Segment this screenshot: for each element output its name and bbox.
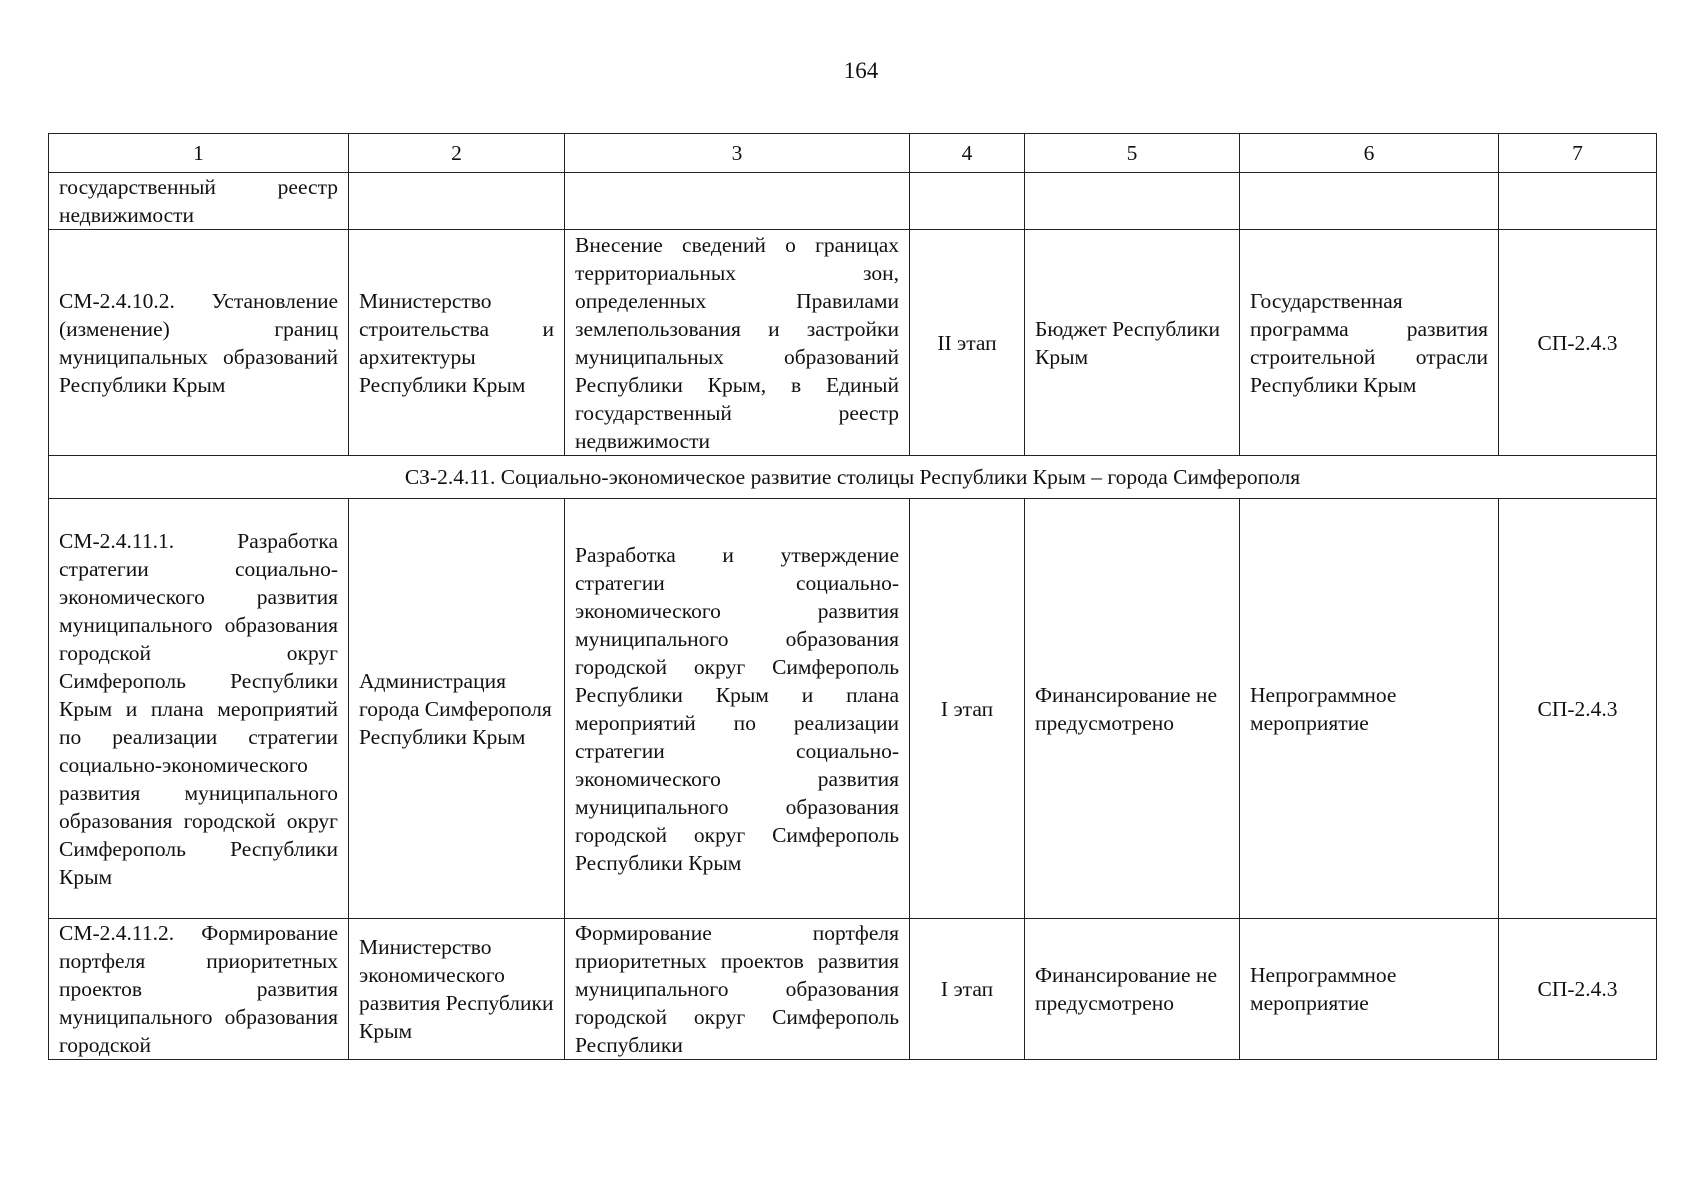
cell-result: Внесение сведений о границах территориальных зон, определенных Правилами землепользования и застройки муниципальных образований Республики Крым, в Единый государственный реестр недвижимости — [565, 230, 910, 456]
cell-responsible: Министерство экономического развития Республики Крым — [349, 919, 565, 1060]
cell-measure: СМ-2.4.10.2. Установление (изменение) границ муниципальных образований Республики Крым — [49, 230, 349, 456]
cell-measure: государственный реестр недвижимости — [49, 173, 349, 230]
cell-measure: СМ-2.4.11.1. Разработка стратегии социально-экономического развития муниципального образования городской округ Симферополь Республики Крым и плана мероприятий по реализации стратегии социально-экономического развития муниципального образования городской округ Симферополь Республики Крым — [49, 499, 349, 919]
table-row — [49, 499, 1657, 919]
cell-empty — [910, 173, 1025, 230]
cell-empty — [1499, 173, 1657, 230]
header-cell-7: 7 — [1499, 134, 1657, 173]
cell-responsible: Администрация города Симферополя Республики Крым — [349, 499, 565, 919]
cell-empty — [1240, 173, 1499, 230]
cell-result: Формирование портфеля приоритетных проектов развития муниципального образования городской округ Симферополь Республики — [565, 919, 910, 1060]
cell-empty — [565, 173, 910, 230]
cell-funding: Бюджет Республики Крым — [1025, 230, 1240, 456]
table-row — [49, 919, 1657, 1060]
cell-program: Непрограммное мероприятие — [1240, 499, 1499, 919]
cell-funding: Финансирование не предусмотрено — [1025, 499, 1240, 919]
cell-goal-ref: СП-2.4.3 — [1499, 919, 1657, 1060]
cell-measure: СМ-2.4.11.2. Формирование портфеля приоритетных проектов развития муниципального образования городской — [49, 919, 349, 1060]
cell-empty — [349, 173, 565, 230]
header-cell-2: 2 — [349, 134, 565, 173]
cell-goal-ref: СП-2.4.3 — [1499, 230, 1657, 456]
cell-funding: Финансирование не предусмотрено — [1025, 919, 1240, 1060]
cell-program: Непрограммное мероприятие — [1240, 919, 1499, 1060]
table-row — [49, 173, 1657, 230]
section-row — [49, 456, 1657, 499]
cell-goal-ref: СП-2.4.3 — [1499, 499, 1657, 919]
cell-program: Государственная программа развития строительной отрасли Республики Крым — [1240, 230, 1499, 456]
table-row — [49, 230, 1657, 456]
page-number: 164 — [843, 58, 879, 83]
header-cell-4: 4 — [910, 134, 1025, 173]
cell-responsible: Министерство строительства и архитектуры Республики Крым — [349, 230, 565, 456]
header-cell-1: 1 — [49, 134, 349, 173]
section-title: СЗ-2.4.11. Социально-экономическое развитие столицы Республики Крым – города Симферополя — [49, 456, 1657, 499]
cell-stage: II этап — [910, 230, 1025, 456]
cell-result: Разработка и утверждение стратегии социально-экономического развития муниципального образования городской округ Симферополь Республики Крым и плана мероприятий по реализации стратегии социально-экономического развития муниципального образования городской округ Симферополь Республики Крым — [565, 499, 910, 919]
cell-stage: I этап — [910, 499, 1025, 919]
header-cell-3: 3 — [565, 134, 910, 173]
cell-stage: I этап — [910, 919, 1025, 1060]
header-cell-6: 6 — [1240, 134, 1499, 173]
measures-table — [48, 133, 1657, 1060]
cell-empty — [1025, 173, 1240, 230]
header-row — [49, 134, 1657, 173]
header-cell-5: 5 — [1025, 134, 1240, 173]
